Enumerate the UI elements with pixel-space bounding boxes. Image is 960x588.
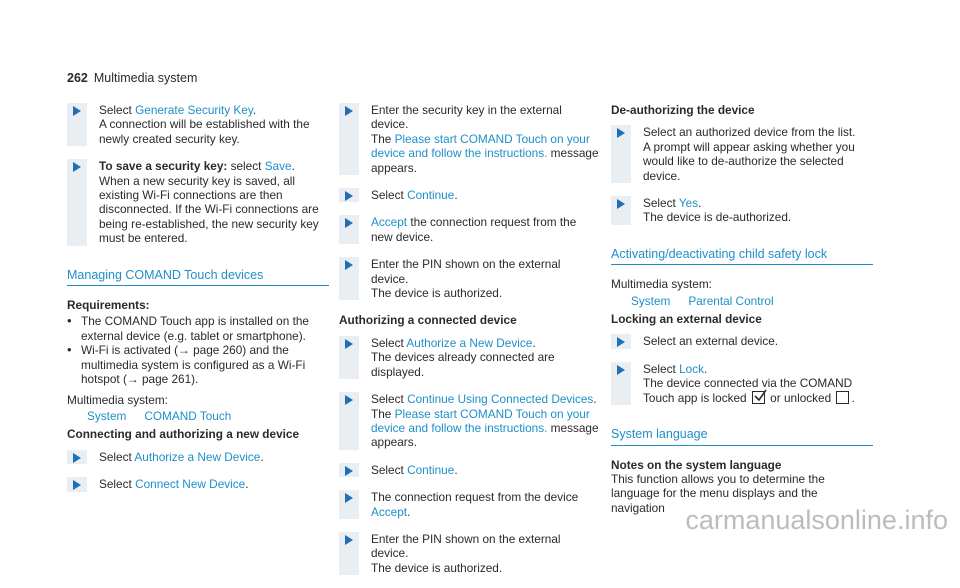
subsection-title: Authorizing a connected device — [339, 313, 517, 328]
step: Select Continue. — [339, 188, 601, 202]
step-text: When a new security key is saved, all existing Wi-Fi connections are then disconnected. If the Wi-Fi connections are being re-established, the new security key must be entered. — [99, 173, 319, 246]
step: Enter the security key in the external device. The Please start COMAND Touch on your device and follow the instructions. message appears. — [339, 103, 601, 175]
subsection-title: Locking an external device — [611, 312, 762, 327]
step-marker-icon — [339, 532, 359, 575]
watermark: carmanualsonline.info — [685, 504, 948, 535]
step-marker-icon — [611, 125, 631, 183]
multimedia-label: Multimedia system: — [611, 277, 712, 292]
step-marker-icon — [339, 215, 359, 244]
menu-item-generate-security-key: Generate Security Key — [135, 103, 253, 117]
page-header — [67, 71, 197, 85]
page-number: 262 — [67, 71, 88, 85]
step: Enter the PIN shown on the external device. The device is authorized. — [339, 532, 601, 575]
step-marker-icon — [339, 257, 359, 300]
step: Select Lock. The device connected via the COMAND Touch app is locked or unlocked . — [611, 362, 873, 405]
step: Select Generate Security Key. A connection will be established with the newly created security key. — [67, 103, 329, 146]
step: Select Continue Using Connected Devices. The Please start COMAND Touch on your device and follow the instructions. message appears. — [339, 392, 601, 450]
bullet-icon: • — [67, 313, 72, 329]
step: Select an authorized device from the list. A prompt will appear asking whether you would like to de-authorize the selected device. — [611, 125, 873, 183]
step: Enter the PIN shown on the external device. The device is authorized. — [339, 257, 601, 300]
step-marker-icon — [611, 196, 631, 225]
step-marker-icon — [339, 392, 359, 450]
subsection-title: De-authorizing the device — [611, 103, 755, 117]
menu-item-save: Save — [264, 159, 292, 174]
section-heading: System language — [611, 427, 873, 445]
section-heading: Managing COMAND Touch devices — [67, 268, 329, 286]
step-marker-icon — [67, 103, 87, 146]
step: Accept the connection request from the new device. — [339, 215, 601, 244]
list-item: • The COMAND Touch app is installed on the external device (e.g. tablet or smartphone). — [67, 313, 309, 343]
step-marker-icon — [339, 463, 359, 477]
bullet-icon: • — [67, 342, 72, 358]
step-marker-icon — [339, 336, 359, 379]
step-marker-icon — [339, 188, 359, 202]
step-marker-icon — [339, 490, 359, 519]
menu-path: System COMAND Touch — [87, 408, 232, 423]
step: Select Connect New Device. — [67, 477, 329, 491]
step: Select Authorize a New Device. The devices already connected are displayed. — [339, 336, 601, 379]
column-1 — [67, 103, 329, 505]
step: Select Continue. — [339, 463, 601, 477]
step: Select an external device. — [611, 334, 873, 348]
step: Select Authorize a New Device. — [67, 450, 329, 464]
step: To save a security key: select Save. When a new security key is saved, all existing Wi-Fi connections are then disconnected. If the Wi-Fi connections are being re-established, the new security key must be entered. — [67, 159, 329, 245]
step-marker-icon — [67, 450, 87, 464]
requirements-title: Requirements: — [67, 298, 150, 313]
step-marker-icon — [67, 159, 87, 245]
subsection-title: Connecting and authorizing a new device — [67, 427, 300, 442]
notes-text: This function allows you to determine the language for the menu displays and the navigation — [611, 471, 825, 515]
step-marker-icon — [339, 103, 359, 175]
step: The connection request from the device Accept. — [339, 490, 601, 519]
step-marker-icon — [611, 334, 631, 348]
list-item: • Wi-Fi is activated (→ page 260) and the multimedia system is configured as a Wi-Fi hotspot (→ page 261). — [67, 342, 306, 387]
unchecked-checkbox-icon — [836, 391, 849, 404]
section-name: Multimedia system — [93, 71, 198, 85]
section-heading: Activating/deactivating child safety lock — [611, 247, 873, 265]
notes-title: Notes on the system language — [611, 457, 782, 472]
step-marker-icon — [67, 477, 87, 491]
step: Select Yes. The device is de-authorized. — [611, 196, 873, 225]
column-2 — [339, 103, 601, 588]
step-marker-icon — [611, 362, 631, 405]
checked-checkbox-icon — [752, 391, 765, 404]
multimedia-label: Multimedia system: — [67, 392, 168, 407]
step-text: A connection will be established with the newly created security key. — [99, 117, 310, 146]
menu-path: System Parental Control — [631, 293, 774, 308]
column-3 — [611, 103, 873, 515]
